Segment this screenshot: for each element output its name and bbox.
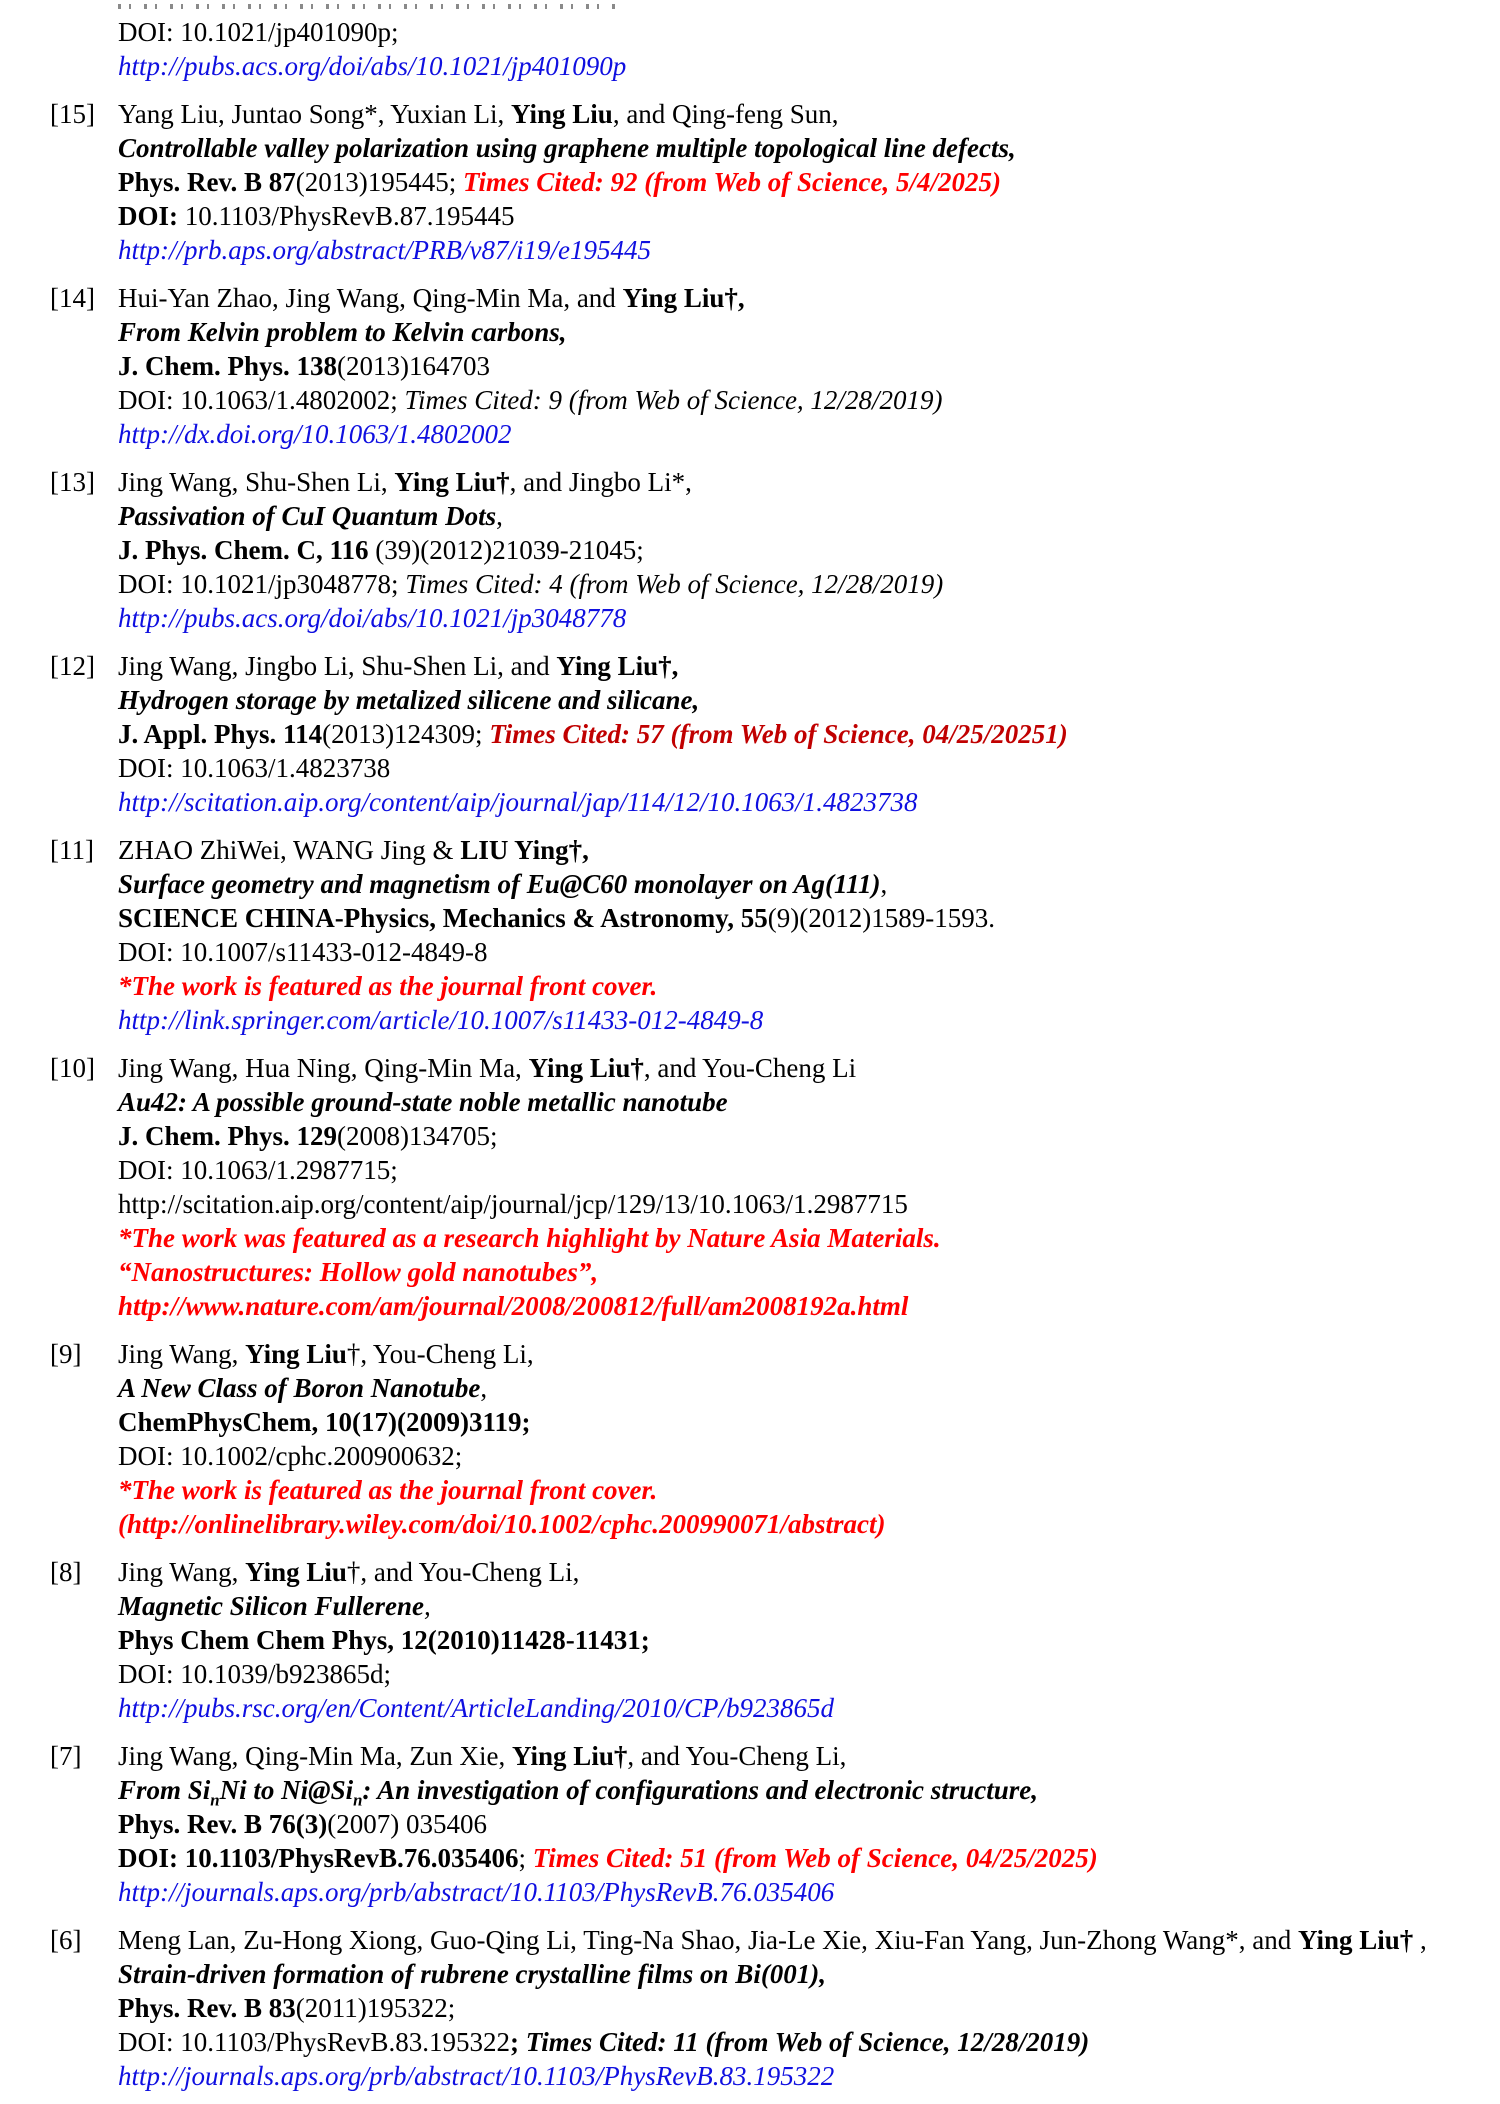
doi-line [118,1841,1460,1875]
text-segment: Phys. Rev. B 83 [118,1993,296,2023]
doi-line [118,935,1460,969]
text-segment: †, and You-Cheng Li, [346,1557,580,1587]
text-segment: Yang Liu, Juntao Song*, Yuxian Li, [118,99,512,129]
text-segment: , [1413,1925,1427,1955]
reference-number: [10] [50,1053,95,1083]
journal-line [118,533,1460,567]
text-segment: Au42: A possible ground-state noble metallic nanotube [118,1087,728,1117]
title-line [118,1589,1460,1623]
text-segment: From Si [118,1775,211,1805]
journal-line [118,1991,1460,2025]
text-segment: , [480,1373,488,1403]
journal-line [118,1119,1460,1153]
text-segment: (2013)124309; [322,719,490,749]
note-url-line [118,1507,1460,1541]
text-segment: , [424,1591,431,1621]
text-segment: J. Appl. Phys. 114 [118,719,323,749]
authors-line [118,1051,1460,1085]
text-segment: Ying Liu† [394,467,510,497]
title-line [118,1085,1460,1119]
text-segment: Surface geometry and magnetism of Eu@C60 monolayer on Ag(111) [118,869,881,899]
text-segment: DOI: 10.1103/PhysRevB.76.035406 [118,1843,519,1873]
authors-line [118,833,1460,867]
text-segment: Strain-driven formation of rubrene crystalline films on Bi(001), [118,1959,827,1989]
url-line [118,601,1460,635]
text-segment: Ying Liu [245,1339,347,1369]
text-segment: SCIENCE CHINA-Physics, Mechanics & Astronomy, 55 [118,903,768,933]
text-segment: Jing Wang, Jingbo Li, Shu-Shen Li, and [118,651,557,681]
doi-line [118,567,1460,601]
text-segment: Ying Liu† [512,1741,628,1771]
title-line [118,131,1460,165]
note-line [118,969,1460,1003]
text-segment: Jing Wang, Shu-Shen Li, [118,467,395,497]
authors-line [118,1555,1460,1589]
title-line [118,1773,1460,1810]
text-segment: , [496,501,503,531]
plain-url-line [118,1187,1460,1221]
url-line [118,785,1460,819]
reference-content [118,1337,1460,1541]
journal-line [118,1807,1460,1841]
text-segment: J. Phys. Chem. C, 116 [118,535,369,565]
text-segment: Ying Liu†, [622,283,745,313]
text-segment: DOI: 10.1103/PhysRevB.83.195322 [118,2027,511,2057]
text-segment: Controllable valley polarization using graphene multiple topological line defects, [118,133,1016,163]
reference-content [118,281,1460,451]
text-segment: ; [510,2027,526,2057]
reference-content [118,649,1460,819]
url-link[interactable]: http://pubs.acs.org/doi/abs/10.1021/jp3048778 [118,603,627,633]
text-segment: *The work is featured as the journal front cover. [118,1475,658,1505]
text-segment: (39)(2012)21039-21045; [368,535,644,565]
reference-number: [14] [50,283,95,313]
reference-entry [50,465,1460,635]
reference-number: [11] [50,835,94,865]
text-segment: n [210,1790,220,1810]
url-link[interactable]: http://www.nature.com/am/journal/2008/200812/full/am2008192a.html [118,1291,909,1321]
doi-line [118,2025,1460,2059]
url-link[interactable]: http://scitation.aip.org/content/aip/journal/jap/114/12/10.1063/1.4823738 [118,787,918,817]
reference-content [118,1051,1460,1323]
reference-entry [50,1555,1460,1725]
text-segment: Meng Lan, Zu-Hong Xiong, Guo-Qing Li, Ting-Na Shao, Jia-Le Xie, Xiu-Fan Yang, Jun-Zhong Wang*, and [118,1925,1298,1955]
title-line [118,867,1460,901]
text-segment: Phys. Rev. B 76(3) [118,1809,328,1839]
text-segment: Ying Liu† [1297,1925,1414,1955]
url-line [118,49,1460,83]
text-segment: (2013)195445; [295,167,464,197]
reference-number: [9] [50,1339,82,1369]
text-segment: http://scitation.aip.org/content/aip/journal/jcp/129/13/10.1063/1.2987715 [118,1189,908,1219]
text-segment: DOI: 10.1063/1.2987715; [118,1155,398,1185]
text-segment: Jing Wang, Hua Ning, Qing-Min Ma, [118,1053,529,1083]
text-segment: : An investigation of configurations and electronic structure, [362,1775,1038,1805]
authors-line [118,1337,1460,1371]
reference-entry [50,1337,1460,1541]
reference-number: [13] [50,467,95,497]
note-url-line [118,1289,1460,1323]
text-segment: Hui-Yan Zhao, Jing Wang, Qing-Min Ma, and [118,283,623,313]
reference-content [118,1555,1460,1725]
url-line [118,1003,1460,1037]
doi-line [118,383,1460,417]
reference-content [118,465,1460,635]
text-segment: (2008)134705; [337,1121,498,1151]
reference-content [118,97,1460,267]
authors-line [118,465,1460,499]
text-segment: Ying Liu†, [556,651,679,681]
url-line [118,233,1460,267]
reference-number [50,15,118,83]
text-segment: (2011)195322; [295,1993,456,2023]
text-segment: *The work was featured as a research highlight by Nature Asia Materials. [118,1223,941,1253]
doi-line [118,15,1460,49]
authors-line [118,1923,1460,1957]
url-line [118,2059,1460,2093]
text-segment: Times Cited: 11 (from Web of Science, 12/28/2019) [525,2027,1090,2057]
text-segment: DOI: 10.1021/jp401090p; [118,17,399,47]
text-segment: Jing Wang, [118,1557,246,1587]
text-segment: Phys Chem Chem Phys, 12(2010)11428-11431; [118,1625,650,1655]
text-segment: Times Cited: 92 (from Web of Science, 5/4/2025) [463,167,1001,197]
authors-line [118,649,1460,683]
reference-entry [50,1923,1460,2093]
doi-line [118,1153,1460,1187]
journal-line [118,1623,1460,1657]
title-line [118,315,1460,349]
url-link[interactable]: http://journals.aps.org/prb/abstract/10.1103/PhysRevB.76.035406 [118,1877,835,1907]
text-segment: A New Class of Boron Nanotube [118,1373,481,1403]
text-segment: 10.1103/PhysRevB.87.195445 [178,201,515,231]
note-line [118,1473,1460,1507]
text-segment: n [353,1790,363,1810]
journal-line [118,1405,1460,1439]
reference-entry [50,1051,1460,1323]
text-segment: Ni to Ni@Si [219,1775,354,1805]
reference-number: [15] [50,99,95,129]
text-segment: Hydrogen storage by metalized silicene and silicane, [118,685,700,715]
clipped-previous-line [118,4,618,9]
text-segment: Magnetic Silicon Fullerene [118,1591,425,1621]
journal-line [118,901,1460,935]
text-segment: Jing Wang, [118,1339,246,1369]
text-segment: LIU Ying†, [460,835,589,865]
reference-entry [50,833,1460,1037]
doi-line [118,199,1460,233]
text-segment: DOI: [118,201,178,231]
title-line [118,1371,1460,1405]
authors-line [118,281,1460,315]
reference-content [118,1923,1460,2093]
text-segment: “Nanostructures: Hollow gold nanotubes”, [118,1257,599,1287]
text-segment: (2007) 035406 [327,1809,487,1839]
url-link[interactable]: http://pubs.acs.org/doi/abs/10.1021/jp401090p [118,51,627,81]
reference-content [118,833,1460,1037]
url-line [118,1691,1460,1725]
text-segment: (2013)164703 [337,351,490,381]
text-segment: Phys. Rev. B 87 [118,167,296,197]
url-line [118,417,1460,451]
url-link[interactable]: http://prb.aps.org/abstract/PRB/v87/i19/e195445 [118,235,651,265]
title-line [118,683,1460,717]
journal-line [118,165,1460,199]
text-segment: Ying Liu [245,1557,347,1587]
reference-content [118,15,1460,83]
journal-line [118,717,1460,751]
url-link[interactable]: http://dx.doi.org/10.1063/1.4802002 [118,419,512,449]
title-line [118,1957,1460,1991]
reference-content [118,1739,1460,1909]
text-segment: ; [518,1843,533,1873]
text-segment: †, You-Cheng Li, [346,1339,534,1369]
reference-number: [6] [50,1925,82,1955]
text-segment: Ying Liu† [528,1053,644,1083]
text-segment: Times Cited: 9 (from Web of Science, 12/28/2019) [404,385,943,415]
text-segment: Times Cited: 4 (from Web of Science, 12/28/2019) [405,569,944,599]
url-link[interactable]: http://journals.aps.org/prb/abstract/10.1103/PhysRevB.83.195322 [118,2061,835,2091]
doi-line [118,1439,1460,1473]
text-segment: *The work is featured as the journal front cover. [118,971,658,1001]
reference-entry [50,97,1460,267]
reference-entry [50,281,1460,451]
url-link[interactable]: http://link.springer.com/article/10.1007/s11433-012-4849-8 [118,1005,764,1035]
doi-line [118,1657,1460,1691]
title-line [118,499,1460,533]
url-link[interactable]: http://pubs.rsc.org/en/Content/ArticleLanding/2010/CP/b923865d [118,1693,834,1723]
text-segment: , and You-Cheng Li, [627,1741,847,1771]
text-segment: , and Jingbo Li*, [509,467,692,497]
text-segment: DOI: 10.1039/b923865d; [118,1659,391,1689]
reference-number: [12] [50,651,95,681]
text-segment: , [880,869,888,899]
text-segment: , and You-Cheng Li [643,1053,857,1083]
text-segment: Passivation of CuI Quantum Dots [118,501,497,531]
authors-line [118,97,1460,131]
reference-entry [50,15,1460,83]
text-segment: , and Qing-feng Sun, [612,99,839,129]
text-segment: DOI: 10.1021/jp3048778; [118,569,406,599]
journal-line [118,349,1460,383]
text-segment: Jing Wang, Qing-Min Ma, Zun Xie, [118,1741,513,1771]
text-segment: DOI: 10.1002/cphc.200900632; [118,1441,463,1471]
reference-entry [50,1739,1460,1909]
url-line [118,1875,1460,1909]
note-line [118,1221,1460,1255]
authors-line [118,1739,1460,1773]
text-segment: DOI: 10.1063/1.4823738 [118,753,391,783]
reference-entry [50,649,1460,819]
text-segment: (9)(2012)1589-1593. [767,903,995,933]
text-segment: ZHAO ZhiWei, WANG Jing & [118,835,461,865]
text-segment: J. Chem. Phys. 129 [118,1121,338,1151]
text-segment: ChemPhysChem, 10(17)(2009)3119; [118,1407,531,1437]
text-segment: Times Cited: 51 (from Web of Science, 04/25/2025) [532,1843,1098,1873]
text-segment: DOI: 10.1063/1.4802002; [118,385,405,415]
text-segment: Times Cited: 57 (from Web of Science, 04/25/20251) [489,719,1068,749]
url-link[interactable]: (http://onlinelibrary.wiley.com/doi/10.1002/cphc.200990071/abstract) [118,1509,886,1539]
doi-line [118,751,1460,785]
text-segment: DOI: 10.1007/s11433-012-4849-8 [118,937,488,967]
text-segment: J. Chem. Phys. 138 [118,351,338,381]
text-segment: From Kelvin problem to Kelvin carbons, [118,317,567,347]
note-line [118,1255,1460,1289]
text-segment: Ying Liu [511,99,613,129]
reference-number: [7] [50,1741,82,1771]
reference-number: [8] [50,1557,82,1587]
